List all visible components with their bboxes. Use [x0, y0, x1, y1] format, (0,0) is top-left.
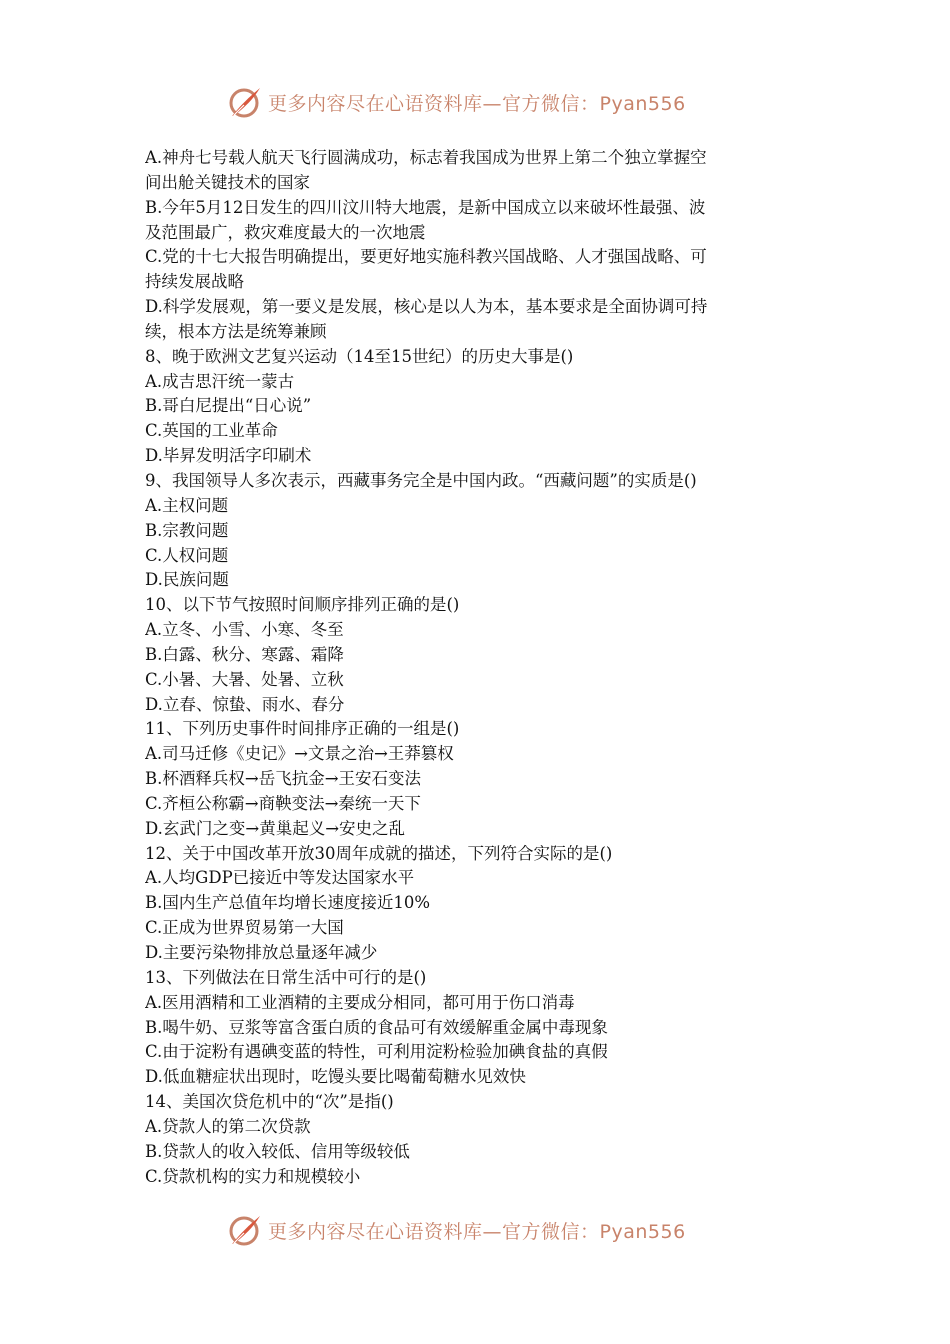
text-line: A.司马迁修《史记》→文景之治→王莽篡权 [145, 744, 454, 764]
text-line: 9、我国领导人多次表示，西藏事务完全是中国内政。“西藏问题”的实质是() [145, 470, 697, 490]
text-line: D.玄武门之变→黄巢起义→安史之乱 [145, 818, 406, 838]
text-line: A.立冬、小雪、小寒、冬至 [145, 620, 344, 640]
text-line: 12、关于中国改革开放30周年成就的描述，下列符合实际的是() [145, 843, 613, 863]
text-line: A.主权问题 [145, 495, 229, 515]
text-line: D.毕昇发明活字印刷术 [145, 446, 312, 466]
text-line: 续，根本方法是统筹兼顾 [145, 321, 327, 341]
text-line: B.贷款人的收入较低、信用等级较低 [145, 1141, 410, 1161]
text-line: C.人权问题 [145, 545, 229, 565]
text-line: D.立春、惊蛰、雨水、春分 [145, 694, 345, 714]
text-line: C.齐桓公称霸→商鞅变法→秦统一天下 [145, 793, 421, 813]
text-line: A.医用酒精和工业酒精的主要成分相同，都可用于伤口消毒 [145, 992, 575, 1012]
quill-logo-icon [224, 1210, 264, 1250]
text-line: 13、下列做法在日常生活中可行的是() [145, 967, 427, 987]
text-line: C.党的十七大报告明确提出，要更好地实施科教兴国战略、人才强国战略、可 [145, 247, 707, 267]
text-line: B.哥白尼提出“日心说” [145, 396, 312, 416]
text-line: A.神舟七号载人航天飞行圆满成功，标志着我国成为世界上第二个独立掌握空 [145, 148, 707, 167]
text-line: B.喝牛奶、豆浆等富含蛋白质的食品可有效缓解重金属中毒现象 [145, 1017, 608, 1037]
text-line: 14、美国次贷危机中的“次”是指() [145, 1092, 394, 1112]
text-line: A.成吉思汗统一蒙古 [145, 371, 295, 391]
text-line: 10、以下节气按照时间顺序排列正确的是() [145, 595, 460, 615]
text-line: 11、下列历史事件时间排序正确的一组是() [145, 719, 460, 739]
header-watermark [224, 82, 744, 122]
text-line: C.小暑、大暑、处暑、立秋 [145, 669, 344, 689]
text-line: 8、晚于欧洲文艺复兴运动（14至15世纪）的历史大事是() [145, 346, 574, 366]
quill-logo-icon [224, 82, 264, 122]
text-line: A.贷款人的第二次贷款 [145, 1116, 311, 1136]
text-line: C.贷款机构的实力和规模较小 [145, 1166, 361, 1186]
text-line: B.白露、秋分、寒露、霜降 [145, 644, 344, 664]
text-line: B.杯酒释兵权→岳飞抗金→王安石变法 [145, 769, 422, 789]
text-line: B.宗教问题 [145, 520, 229, 540]
text-line: D.民族问题 [145, 570, 229, 590]
text-line: B.今年5月12日发生的四川汶川特大地震，是新中国成立以来破坏性最强、波 [145, 197, 706, 217]
text-line: 及范围最广，救灾难度最大的一次地震 [145, 222, 426, 242]
watermark-text: 更多内容尽在心语资料库—官方微信：Pyan556 [268, 1220, 686, 1243]
text-line: B.国内生产总值年均增长速度接近10% [145, 893, 431, 913]
text-line: D.低血糖症状出现时，吃馒头要比喝葡萄糖水见效快 [145, 1067, 526, 1087]
text-line: C.英国的工业革命 [145, 421, 278, 441]
text-line: A.人均GDP已接近中等发达国家水平 [145, 868, 415, 888]
footer-watermark [224, 1210, 744, 1250]
text-line: 持续发展战略 [145, 272, 244, 292]
watermark-text: 更多内容尽在心语资料库—官方微信：Pyan556 [268, 92, 686, 115]
text-line: 间出舱关键技术的国家 [145, 172, 310, 192]
text-line: D.主要污染物排放总量逐年减少 [145, 943, 378, 962]
text-line: D.科学发展观，第一要义是发展，核心是以人为本，基本要求是全面协调可持 [145, 297, 708, 317]
text-line: C.由于淀粉有遇碘变蓝的特性，可利用淀粉检验加碘食盐的真假 [145, 1042, 608, 1062]
document-body [145, 146, 810, 1189]
text-line: C.正成为世界贸易第一大国 [145, 918, 344, 938]
